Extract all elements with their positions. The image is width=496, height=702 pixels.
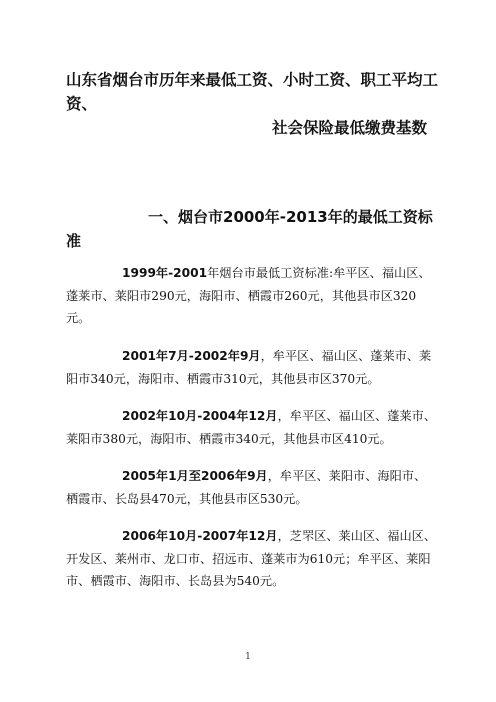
- paragraph-2: [66, 345, 438, 390]
- paragraph-text: ，牟平区、莱阳市、海阳市、栖霞市、长岛县470元，其他县市区530元。: [66, 469, 427, 506]
- paragraph-text: ，芝罘区、莱山区、福山区、开发区、莱州市、龙口市、招远市、蓬莱市为610元；牟平区、莱阳市、栖霞市、海阳市、长岛县为540元。: [66, 529, 437, 588]
- paragraph-text: ，牟平区、福山区、蓬莱市、莱阳市340元，海阳市、栖霞市310元，其他县市区370元。: [66, 349, 432, 386]
- paragraph-text: 年烟台市最低工资标准:牟平区、福山区、蓬莱市、莱阳市290元，海阳市、栖霞市260元，其他县市区320元。: [66, 266, 431, 325]
- paragraph-1: [66, 262, 438, 330]
- paragraph-date: 2002年10月-2004年12月: [122, 409, 278, 423]
- paragraph-date: 2005年1月至2006年9月: [122, 469, 268, 483]
- document-title-continued: [66, 116, 438, 140]
- paragraph-text: ，牟平区、福山区、蓬莱市、莱阳市380元，海阳市、栖霞市340元，其他县市区410元。: [66, 409, 437, 446]
- document-title-line2: 社会保险最低缴费基数: [272, 119, 428, 137]
- paragraph-date: 2006年10月-2007年12月: [122, 529, 278, 543]
- paragraph-date: 2001年7月-2002年9月: [122, 349, 261, 363]
- paragraph-3: [66, 405, 438, 450]
- paragraph-5: [66, 525, 438, 593]
- paragraph-date: 1999年-2001: [122, 266, 208, 280]
- document-title: 山东省烟台市历年来最低工资、小时工资、职工平均工资、: [66, 71, 439, 113]
- page-number: 1: [245, 652, 251, 662]
- section-heading-text: 一、烟台市2000年-2013年的最低工资标准: [66, 208, 433, 250]
- section-heading: [66, 205, 436, 253]
- paragraph-4: [66, 465, 438, 510]
